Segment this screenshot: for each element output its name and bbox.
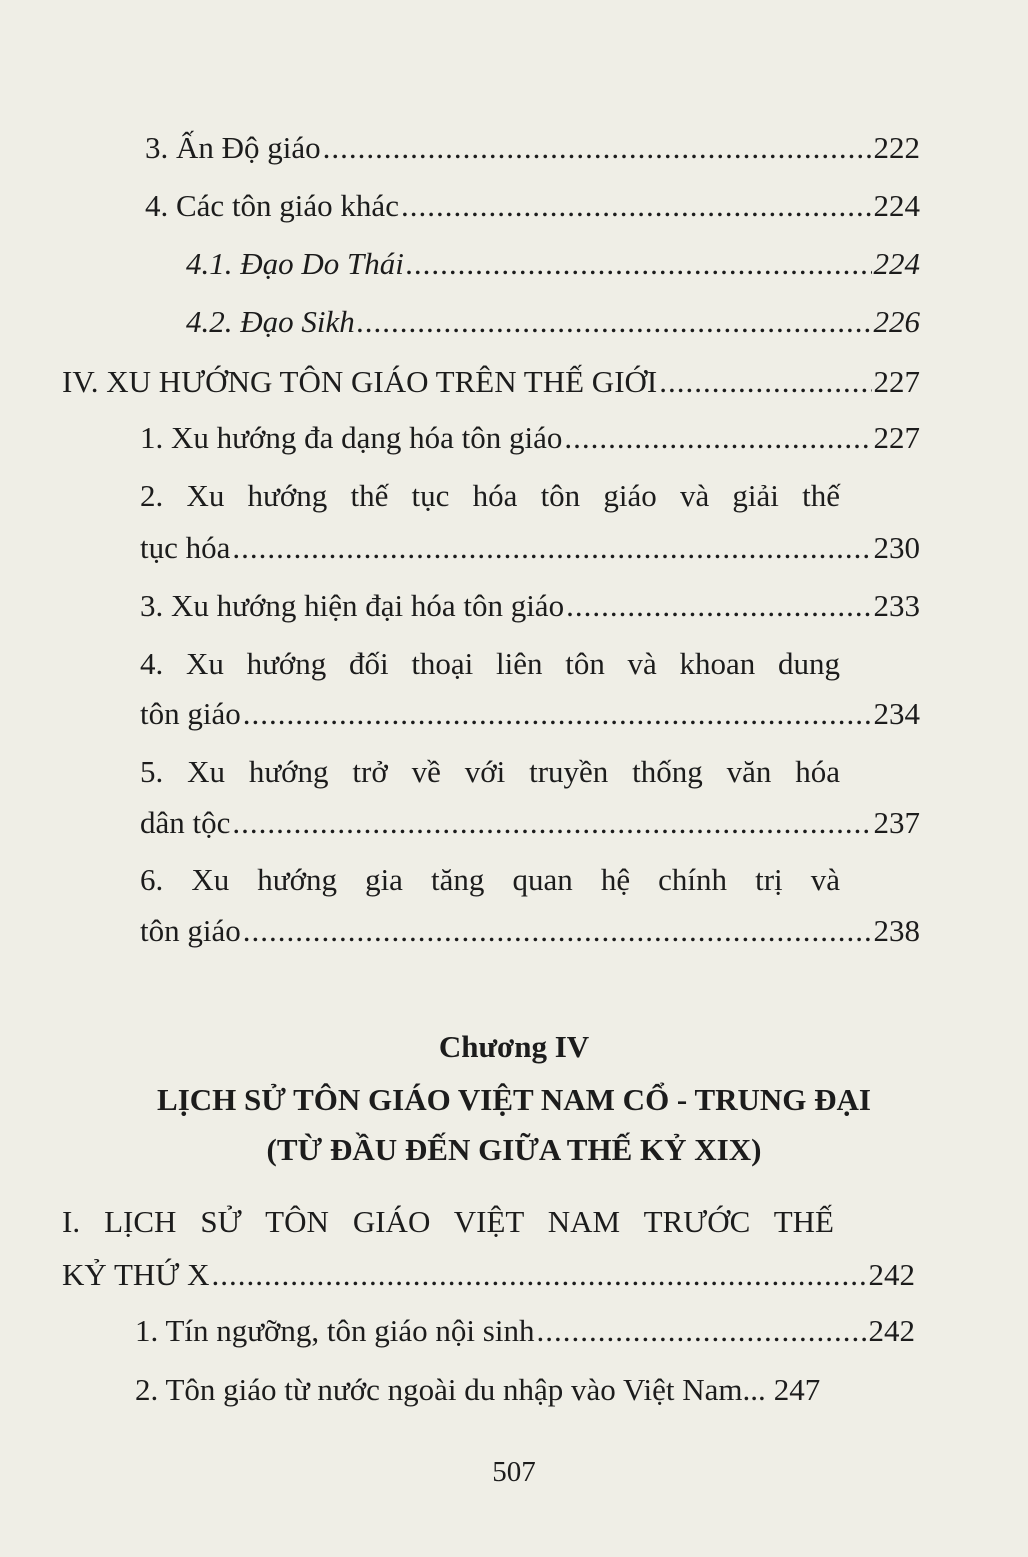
toc-entry[interactable]: 3. Xu hướng hiện đại hóa tôn giáo ..... 233 [140,586,920,626]
toc-entry-first-line: 2. Xu hướng thế tục hóa tôn giáo và giải thế [140,478,840,513]
toc-entry[interactable]: 1. Xu hướng đa dạng hóa tôn giáo ..... 227 [140,418,920,458]
toc-entry[interactable]: 4.2. Đạo Sikh ..... 226 [186,302,920,342]
toc-entry[interactable]: tục hóa ..... 230 [140,528,920,568]
toc-entry[interactable]: tôn giáo ..... 234 [140,694,920,734]
toc-entry[interactable]: tôn giáo ..... 238 [140,911,920,951]
toc-entry[interactable]: 4. Các tôn giáo khác ..... 224 [145,186,920,226]
toc-entry-first-line: 6. Xu hướng gia tăng quan hệ chính trị và [140,862,840,897]
toc-section-first-line: I. LỊCH SỬ TÔN GIÁO VIỆT NAM TRƯỚC THẾ [62,1204,834,1239]
toc-entry[interactable]: 1. Tín ngưỡng, tôn giáo nội sinh ..... 242 [135,1311,915,1351]
chapter-title-line2: (TỪ ĐẦU ĐẾN GIỮA THẾ KỶ XIX) [266,1132,762,1167]
toc-entry[interactable]: 4.1. Đạo Do Thái ..... 224 [186,244,920,284]
toc-section-entry[interactable]: IV. XU HƯỚNG TÔN GIÁO TRÊN THẾ GIỚI ..... 227 [62,362,920,402]
chapter-number: Chương IV [438,1029,590,1064]
chapter-title-line1: LỊCH SỬ TÔN GIÁO VIỆT NAM CỔ - TRUNG ĐẠI [157,1082,871,1117]
toc-section-entry[interactable]: KỶ THỨ X ..... 242 [62,1255,915,1295]
page-number: 507 [492,1456,536,1488]
toc-entry[interactable]: 3. Ấn Độ giáo ..... 222 [145,128,920,168]
toc-entry-first-line: 5. Xu hướng trở về với truyền thống văn hóa [140,754,840,789]
toc-entry-first-line: 4. Xu hướng đối thoại liên tôn và khoan dung [140,646,840,681]
toc-entry[interactable]: 2. Tôn giáo từ nước ngoài du nhập vào Việt Nam... 247 [135,1372,821,1407]
toc-entry[interactable]: dân tộc ..... 237 [140,803,920,843]
